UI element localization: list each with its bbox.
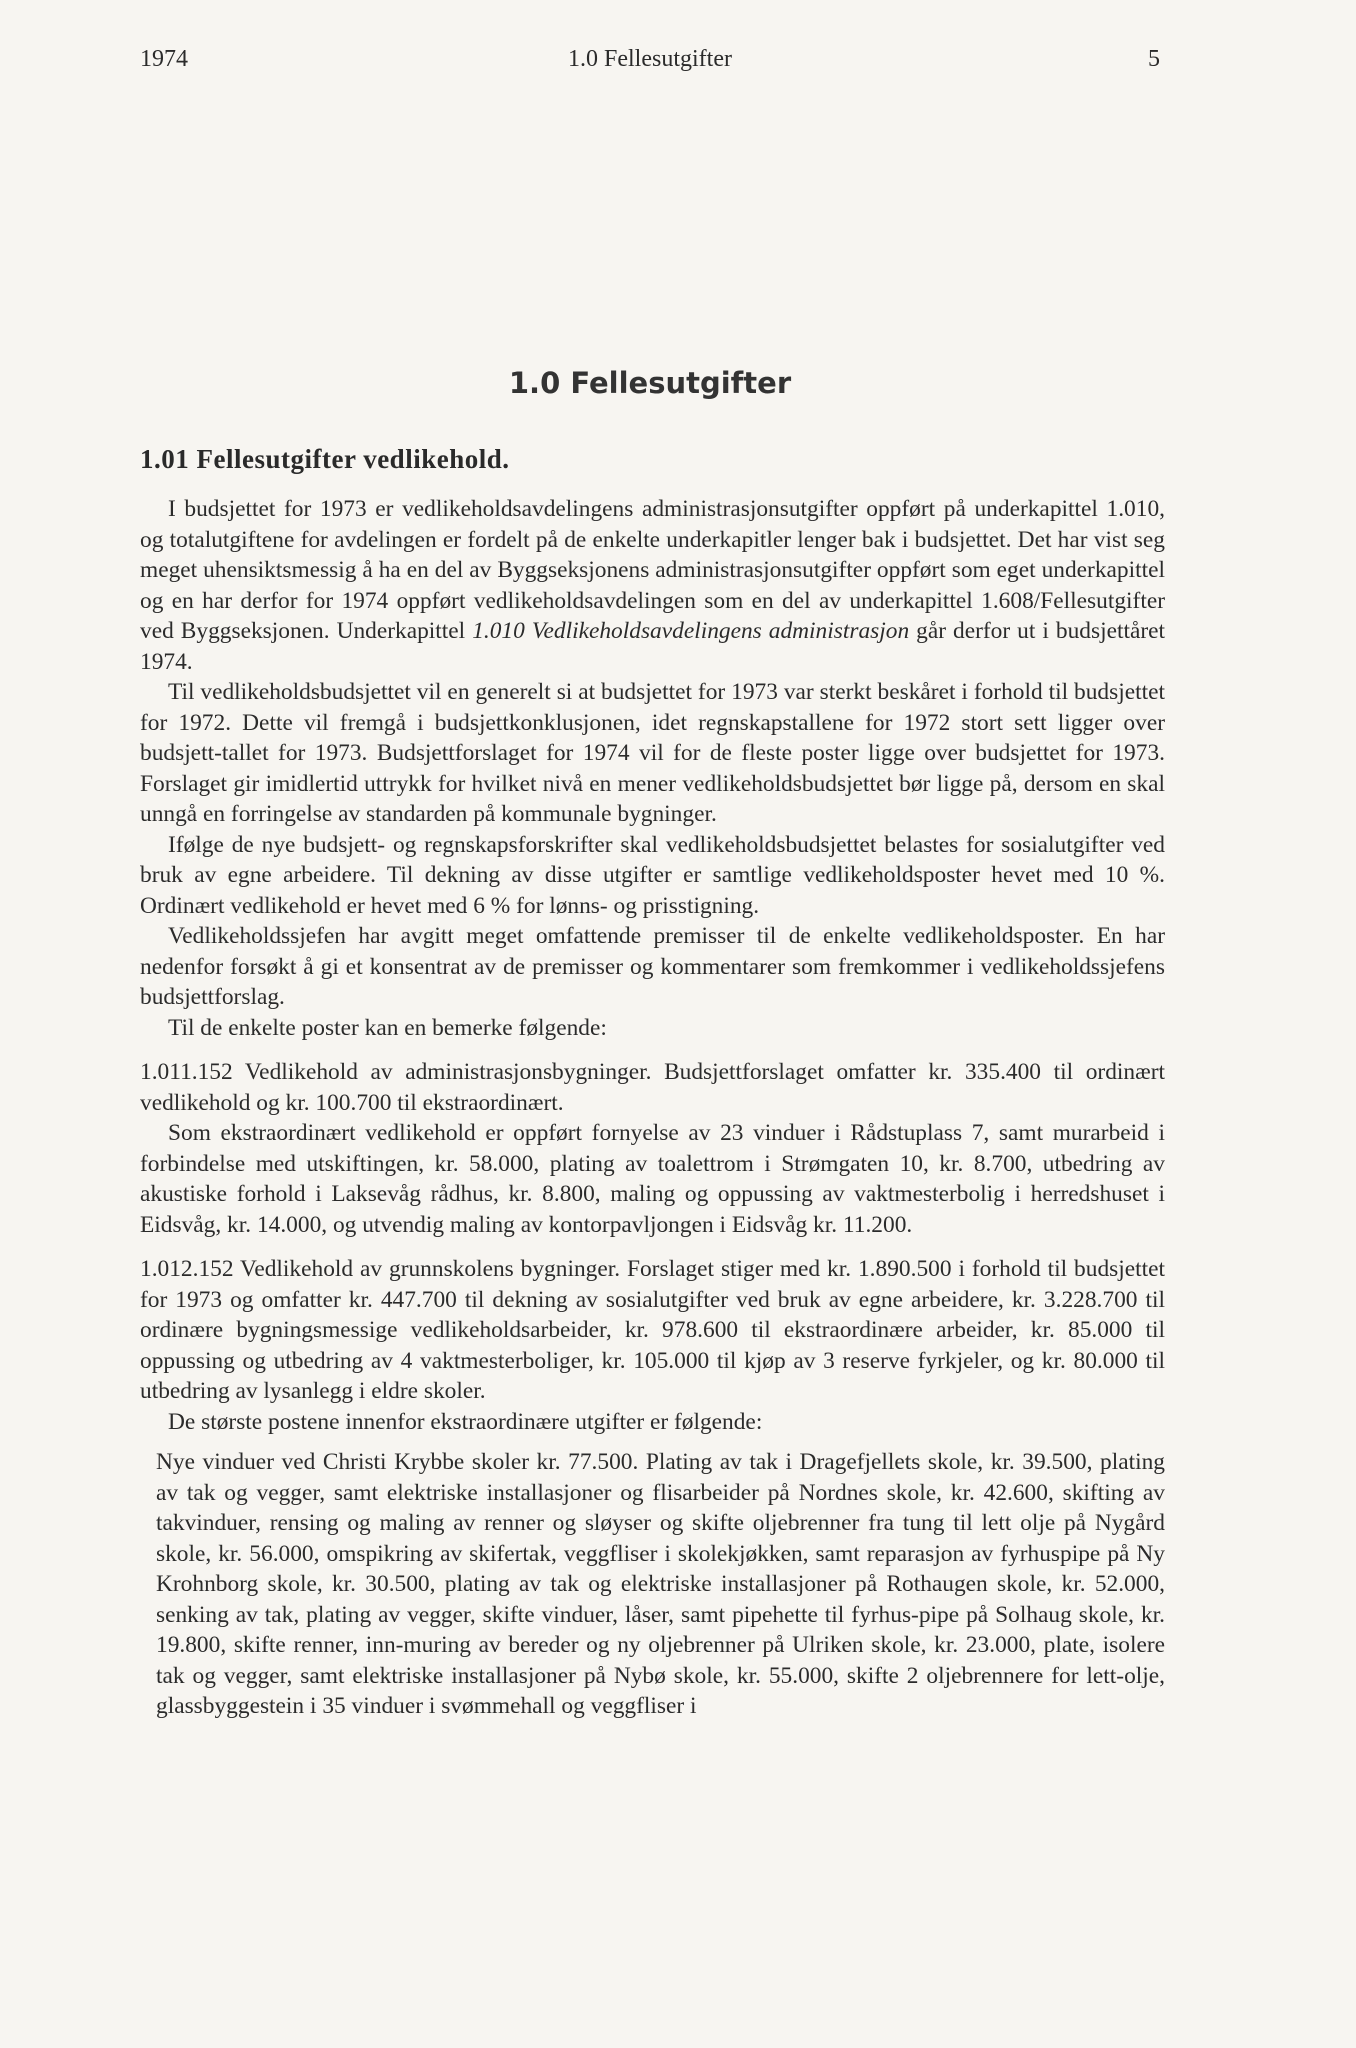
running-header [140,46,1160,86]
paragraph: Vedlikeholdssjefen har avgitt meget omfattende premisser til de enkelte vedlikeholdsposter. En har nedenfor forsøkt å gi et konsentrat av de premisser og kommentarer som fremkommer i vedlikeholdssjefens budsjettforslag. [140,923,1165,1010]
paragraph: Ifølge de nye budsjett- og regnskapsforskrifter skal vedlikeholdsbudsjettet belastes for sosialutgifter ved bruk av egne arbeidere. Til dekning av disse utgifter er samtlige vedlikeholdsposter hevet med 10 %. Ordinært vedlikehold er hevet med 6 % for lønns- og prisstigning. [140,831,1165,919]
paragraph: Til vedlikeholdsbudsjettet vil en generelt si at budsjettet for 1973 var sterkt beskåret i forhold til budsjettet for 1972. Dette vil fremgå i budsjettkonklusjonen, idet regnskapstallene for 1972 stort sett ligger over budsjett-tallet for 1973. Budsjettforslaget for 1974 vil for de fleste poster ligge over budsjettet for 1973. Forslaget gir imidlertid uttrykk for hvilket nivå en mener vedlikeholdsbudsjettet bør ligge på, dersom en skal unngå en forringelse av standarden på kommunale bygninger. [140,679,1165,827]
paragraph-italic-text: 1.010 Vedlikeholdsavdelingens administrasjon [472,618,910,644]
paragraph: Nye vinduer ved Christi Krybbe skoler kr. 77.500. Plating av tak i Dragefjellets skole, kr. 39.500, plating av tak og vegger, samt elektriske installasjoner og flisarbeider på Nordnes skole, kr. 42.600, skifting av takvinduer, rensing og maling av renner og sløyser og skifte oljebrenner fra tung til lett olje på Nygård skole, kr. 56.000, omspikring av skifertak, veggfliser i skolekjøkken, samt reparasjon av fyrhuspipe på Ny Krohnborg skole, kr. 30.500, plating av tak og elektriske installasjoner på Rothaugen skole, kr. 52.000, senking av tak, plating av vegger, skifte vinduer, låser, samt pipehette til fyrhus-pipe på Solhaug skole, kr. 19.800, skifte renner, inn-muring av bereder og ny oljebrenner på Ulriken skole, kr. 23.000, plate, isolere tak og vegger, samt elektriske installasjoner på Nybø skole, kr. 55.000, skifte 2 oljebrennere for lett-olje, glassbyggestein i 35 vinduer i svømmehall og veggfliser i [156,1449,1165,1719]
page-number: 5 [1148,46,1160,72]
paragraph: De største postene innenfor ekstraordinære utgifter er følgende: [168,1408,763,1435]
header-running-title: 1.0 Fellesutgifter [568,46,732,72]
paragraph: Som ekstraordinært vedlikehold er oppført fornyelse av 23 vinduer i Rådstuplass 7, samt murarbeid i forbindelse med utskiftingen, kr. 58.000, plating av toalettrom i Strømgaten 10, kr. 8.700, utbedring av akustiske forhold i Laksevåg rådhus, kr. 8.800, maling og oppussing av vaktmesterbolig i herredshuset i Eidsvåg, kr. 14.000, og utvendig maling av kontorpavljongen i Eidsvåg kr. 11.200. [140,1120,1165,1238]
body-text [140,494,1165,1722]
budget-item: 1.012.152 Vedlikehold av grunnskolens bygninger. Forslaget stiger med kr. 1.890.500 i forhold til budsjettet for 1973 og omfatter kr. 447.700 til dekning av sosialutgifter ved bruk av egne arbeidere, kr. 3.228.700 til ordinære bygningsmessige vedlikeholdsarbeider, kr. 978.600 til ekstraordinære arbeider, kr. 85.000 til oppussing og utbedring av 4 vaktmesterboliger, kr. 105.000 til kjøp av 3 reserve fyrkjeler, og kr. 80.000 til utbedring av lysanlegg i eldre skoler. [140,1256,1165,1404]
paragraph [140,494,1165,677]
chapter-title: 1.0 Fellesutgifter [508,366,792,400]
paragraph: Til de enkelte poster kan en bemerke følgende: [168,1014,607,1041]
paragraph-text: I budsjettet for 1973 er vedlikeholdsavdelingens administrasjonsutgifter oppført på underkapittel 1.010, og totalutgiftene for avdelingen er fordelt på de enkelte underkapitler lenger bak i budsjettet. Det har vist seg meget uhensiktsmessig å ha en del av Byggseksjonens administrasjonsutgifter oppført som eget underkapittel og en har derfor for 1974 oppført vedlikeholdsavdelingen som en del av underkapittel 1.608/Fellesutgifter ved Byggseksjonen. Underkapittel [140,496,1165,644]
section-heading: 1.01 Fellesutgifter vedlikehold. [140,444,510,474]
header-year: 1974 [140,46,188,72]
paragraph-text: går derfor ut i budsjettåret 1974. [140,618,1165,675]
budget-item: 1.011.152 Vedlikehold av administrasjonsbygninger. Budsjettforslaget omfatter kr. 335.400 til ordinært vedlikehold og kr. 100.700 til ekstraordinært. [140,1059,1165,1116]
